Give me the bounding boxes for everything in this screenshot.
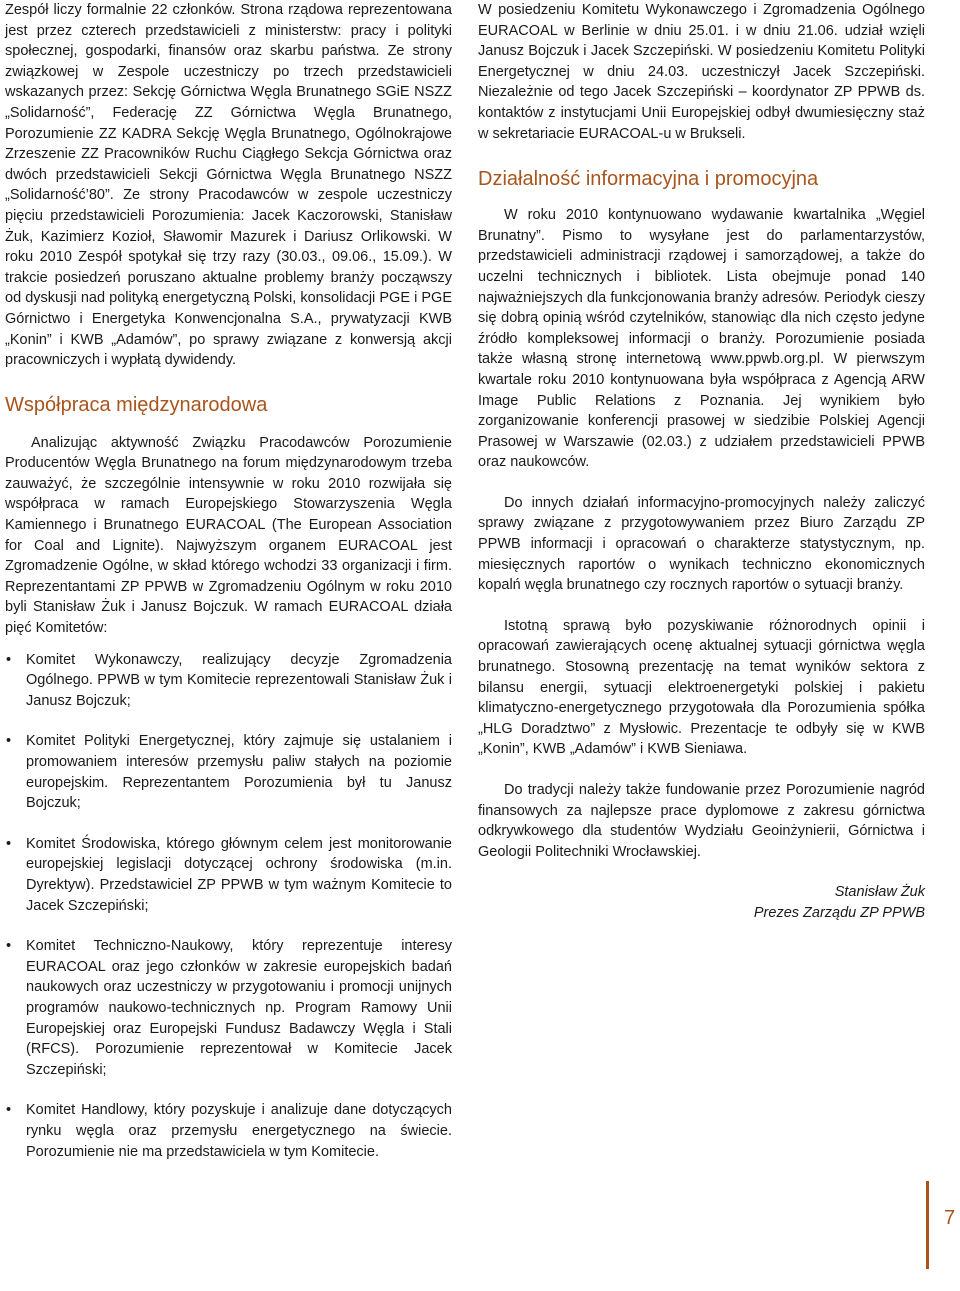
list-item: • Komitet Techniczno-Naukowy, który reprezentuje interesy EURACOAL oraz jego członków w zakresie europejskich badań naukowych oraz uczestniczy w przygotowaniu i promocji unijnych programów naukowo-technicznych np. Program Ramowy Unii Europejskiej oraz Europejski Fundusz Badawczy Węgla i Stali (RFCS). Porozumienie reprezentował w Komitecie Jacek Szczepiński; bbox=[5, 936, 452, 1080]
list-item: • Komitet Handlowy, który pozyskuje i analizuje dane dotyczących rynku węgla oraz przemysłu energetycznego na świecie. Porozumienie nie ma przedstawiciela w tym Komitecie. bbox=[5, 1100, 452, 1162]
committee-list bbox=[5, 650, 452, 1162]
euracoal-meetings-paragraph: W posiedzeniu Komitetu Wykonawczego i Zgromadzenia Ogólnego EURACOAL w Berlinie w dniu 25.01. i w dniu 21.06. udział wzięli Janusz Bojczuk i Jacek Szczepiński. W posiedzeniu Komitetu Polityki Energetycznej w dniu 24.03. uczestniczył Jacek Szczepiński. Niezależnie od tego Jacek Szczepiński – koordynator ZP PPWB ds. kontaktów z instytucjami Unii Europejskiej odbył dwumiesięczny staż w sekretariacie EURACOAL-u w Brukseli. bbox=[478, 2, 925, 142]
section-heading-international: Współpraca międzynarodowa bbox=[5, 393, 268, 416]
list-item: • Komitet Polityki Energetycznej, który zajmuje się ustalaniem i promowaniem interesów przemysłu paliw stałych na poziomie europejskim. Reprezentantem Porozumienia był tu Janusz Bojczuk; bbox=[5, 731, 452, 813]
body-paragraph: Istotną sprawą było pozyskiwanie różnorodnych opinii i opracowań zawierających ocenę aktualnej sytuacji górnictwa węgla brunatnego. Stosowną prezentację na temat wyników sektora z bilansu energii, sytuacji elektroenergetyki polskiej i pakietu klimatyczno-energetycznego przygotowała dla Porozumienia spółka „HLG Doradztwo” z Mysłowic. Prezentacje te odbyły się w KWB „Konin”, KWB „Adamów” i KWB Sieniawa. bbox=[478, 617, 925, 758]
signature-name: Stanisław Żuk bbox=[834, 884, 925, 901]
body-paragraph: W roku 2010 kontynuowano wydawanie kwartalnika „Węgiel Brunatny”. Pismo to wysyłane jest do parlamentarzystów, przedstawicieli administracji rządowej i samorządowej, a także do uczelni technicznych i bibliotek. Lista obejmuje ponad 140 najważniejszych dla funkcjonowania branży adresów. Periodyk cieszy się dobrą opinią wśród czytelników, stanowiąc dla nich często jedyne źródło kompleksowej informacji o branży. Porozumienie posiada także własną stronę internetową www.ppwb.org.pl. W pierwszym kwartale roku 2010 kontynuowana była współpraca z Agencją ARW Image Public Relations z Poznania. Jej wynikiem było zorganizowanie konferencji prasowej w siedzibie Polskiej Agencji Prasowej w Warszawie (02.03.) z udziałem przedstawicieli PPWB oraz naukowców. bbox=[478, 207, 925, 471]
signature-role: Prezes Zarządu ZP PPWB bbox=[753, 904, 925, 921]
body-paragraph: Do innych działań informacyjno-promocyjnych należy zaliczyć sprawy związane z przygotowywaniem przez Biuro Zarządu ZP PPWB informacji i opracowań o charakterze statystycznym, np. miesięcznych raportów o wynikach techniczno ekonomicznych kopalń węgla brunatnego czy rocznych raportów o sytuacji branży. bbox=[478, 494, 925, 594]
list-item: • Komitet Wykonawczy, realizujący decyzje Zgromadzenia Ogólnego. PPWB w tym Komitecie reprezentowali Stanisław Żuk i Janusz Bojczuk; bbox=[5, 650, 452, 712]
page-number-bar bbox=[926, 1181, 929, 1269]
signature bbox=[478, 882, 925, 923]
body-paragraph: Do tradycji należy także fundowanie przez Porozumienie nagród finansowych za najlepsze prace dyplomowe z zakresu górnictwa odkrywkowego dla studentów Wydziału Geoinżynierii, Górnictwa i Geologii Politechniki Wrocławskiej. bbox=[478, 782, 925, 860]
list-item: • Komitet Środowiska, którego głównym celem jest monitorowanie europejskiej legislacji dotyczącej ochrony środowiska (m.in. Dyrektyw). Przedstawiciel ZP PPWB w tym ważnym Komitecie to Jacek Szczepiński; bbox=[5, 834, 452, 916]
page-number: 7 bbox=[944, 1207, 956, 1229]
international-paragraph: Analizując aktywność Związku Pracodawców Porozumienie Producentów Węgla Brunatnego na forum międzynarodowym trzeba zauważyć, że szczególnie intensywnie w roku 2010 rozwijała się współpraca w ramach Europejskiego Stowarzyszenia Węgla Kamiennego i Brunatnego EURACOAL (The European Association for Coal and Lignite). Najwyższym organem EURACOAL jest Zgromadzenie Ogólne, w skład którego wchodzi 33 organizacji i firm. Reprezentantami ZP PPWB w Zgromadzeniu Ogólnym w roku 2010 byli Stanisław Żuk i Janusz Bojczuk. W ramach EURACOAL działa pięć Komitetów: bbox=[5, 434, 452, 637]
intro-paragraph: Zespół liczy formalnie 22 członków. Strona rządowa reprezentowana jest przez czterech przedstawicieli z ministerstw: pracy i polityki społecznej, gospodarki, finansów oraz skarbu państwa. Ze strony związkowej w Zespole uczestniczy po trzech przedstawicieli wskazanych przez: Sekcję Górnictwa Węgla Brunatnego SGiE NSZZ „Solidarność”, Federację ZZ Górnictwa Węgla Brunatnego, Porozumienie ZZ KADRA Sekcję Węgla Brunatnego, Ogólnokrajowe Zrzeszenie ZZ Pracowników Ruchu Ciągłego Sekcja Górnictwa oraz dwóch przedstawicieli Sekcji Górnictwa Węgla Brunatnego NSZZ „Solidarność’80”. Ze strony Pracodawców w zespole uczestniczy pięciu przedstawicieli Porozumienia: Jacek Kaczorowski, Stanisław Żuk, Kazimierz Kozioł, Sławomir Mazurek i Dariusz Orlikowski. W roku 2010 Zespół spotykał się trzy razy (30.03., 09.06., 15.09.). W trakcie posiedzeń poruszano aktualne problemy branży począwszy od dyskusji nad polityką energetyczną Polski, konsolidacji PGE i PGE Górnictwo i Energetyka Konwencjonalna S.A., prywatyzacji KWB „Konin” i KWB „Adamów”, po sprawy związane z konwersją akcji pracowniczych i wypłatą dywidendy. bbox=[5, 2, 452, 369]
left-column bbox=[5, 0, 452, 1162]
right-column bbox=[478, 0, 925, 924]
section-heading-information: Działalność informacyjna i promocyjna bbox=[478, 168, 819, 191]
